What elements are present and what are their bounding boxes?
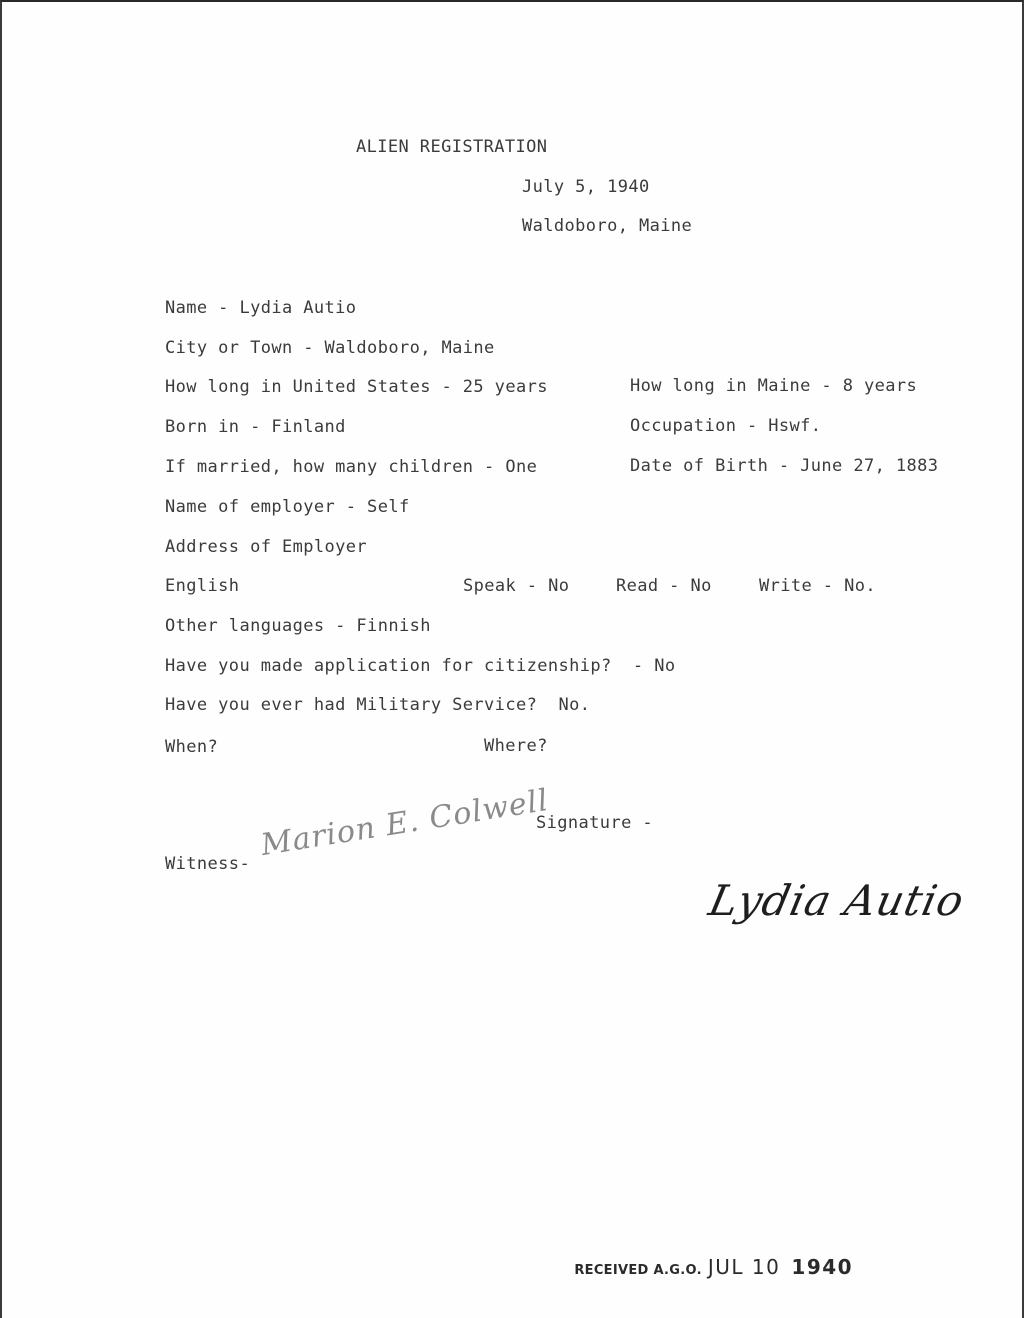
received-stamp: [554, 1236, 853, 1298]
form-date: July 5, 1940: [522, 177, 650, 197]
field-write: Write - No.: [759, 576, 876, 596]
stamp-date: JUL 10: [707, 1255, 781, 1279]
field-when: When?: [165, 737, 219, 757]
signature-label: Signature -: [536, 813, 653, 833]
field-english-label: English: [165, 576, 240, 596]
witness-signature: Marion E. Colwell: [258, 782, 552, 863]
field-years-maine: How long in Maine - 8 years: [630, 376, 918, 396]
field-speak: Speak - No: [463, 576, 570, 596]
field-city: City or Town - Waldoboro, Maine: [165, 338, 495, 358]
stamp-received-text: RECEIVED A.G.O.: [574, 1263, 702, 1278]
field-military: Have you ever had Military Service? No.: [165, 695, 591, 715]
field-birth-date: Date of Birth - June 27, 1883: [630, 456, 939, 476]
field-employer: Name of employer - Self: [165, 497, 410, 517]
form-place: Waldoboro, Maine: [522, 216, 693, 236]
field-name: Name - Lydia Autio: [165, 298, 357, 318]
field-born: Born in - Finland: [165, 417, 346, 437]
field-where: Where?: [484, 736, 548, 756]
field-other-languages: Other languages - Finnish: [165, 616, 431, 636]
witness-label: Witness-: [165, 854, 251, 874]
field-employer-address: Address of Employer: [165, 537, 368, 557]
field-read: Read - No: [616, 576, 712, 596]
stamp-year: 1940: [791, 1255, 854, 1279]
field-occupation: Occupation - Hswf.: [630, 416, 822, 436]
registrant-signature: Lydia Autio: [704, 876, 969, 925]
field-years-us: How long in United States - 25 years: [165, 377, 548, 397]
form-title: ALIEN REGISTRATION: [356, 137, 548, 157]
field-citizenship: Have you made application for citizenship? - No: [165, 656, 676, 676]
field-children: If married, how many children - One: [165, 457, 538, 477]
